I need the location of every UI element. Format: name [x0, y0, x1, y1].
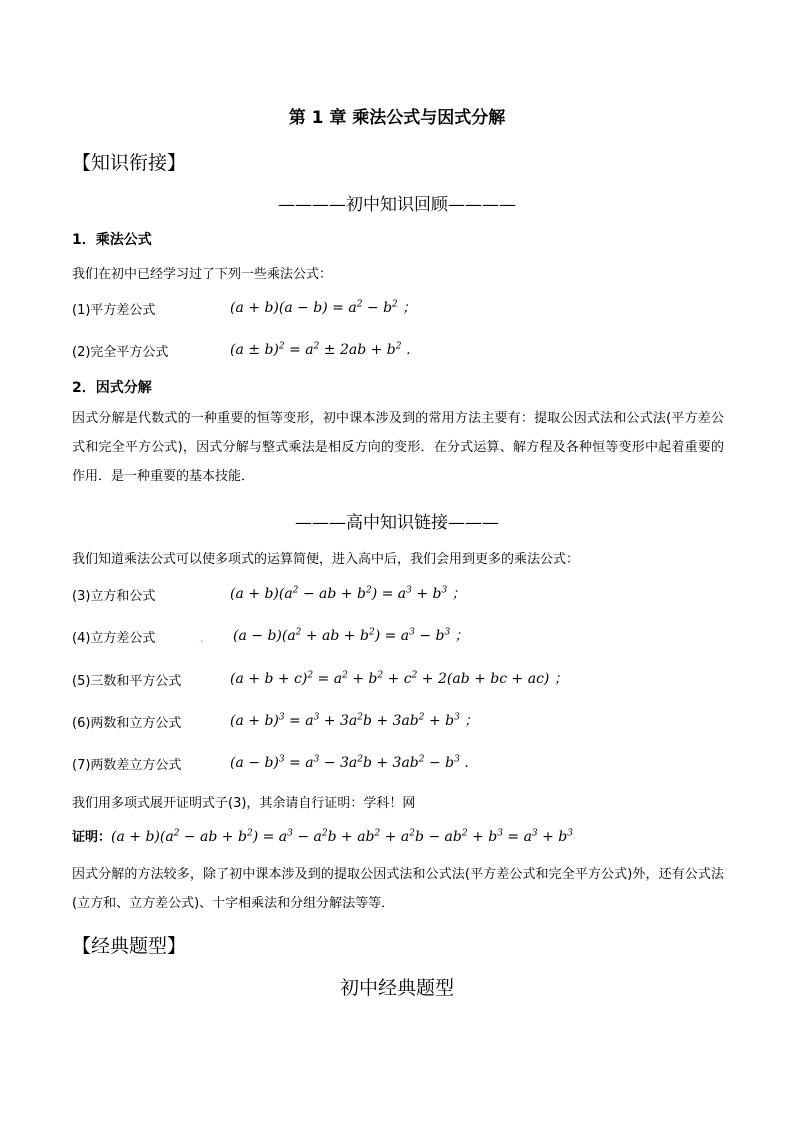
section-heading-examples: 【经典题型】: [72, 935, 187, 957]
formula-expr-4: $(a - b)(a^2$ + ab + $b^2) = a^3 - b^3$ ；: [233, 627, 469, 644]
page-title: 第 1 章 乘法公式与因式分解: [288, 108, 506, 128]
paragraph-methods: 因式分解的方法较多，除了初中课本涉及到的提取公因式法和公式法(平方差公式和完全平方公式)外，还有公式法(立方和、立方差公式)、十字相乘法和分组分解法等等．: [72, 867, 724, 911]
proof-line: [72, 826, 573, 845]
paragraph-proof-intro: 我们用多项式展开证明式子(3)，其余请自行证明：学科！网: [72, 796, 416, 811]
intro-paragraph: 我们在初中已经学习过了下列一些乘法公式：: [72, 267, 333, 282]
formula-label-3: (3)立方和公式: [72, 589, 156, 604]
separator-junior-review: ————初中知识回顾————: [278, 195, 516, 215]
paragraph-senior-intro: 我们知道乘法公式可以使多项式的运算简便，进入高中后，我们会用到更多的乘法公式：: [72, 552, 580, 567]
proof-label: 证明：: [72, 830, 112, 845]
formula-expr-3: $(a + b)(a^2$ − ab + $b^2) = a^3 + b^3$ ；: [230, 585, 466, 602]
heading-factorization: 2．因式分解: [72, 380, 152, 396]
formula-label-2: (2)完全平方公式: [72, 345, 169, 360]
formula-expr-6: $(a + b)^3 = a^3 + 3a^2b + 3ab^2 + b^3$ ；: [230, 712, 479, 729]
formula-label-5: (5)三数和平方公式: [72, 674, 182, 689]
formula-label-4: (4)立方差公式: [72, 631, 156, 646]
formula-label-6: (6)两数和立方公式: [72, 716, 182, 731]
paragraph-factorization: 因式分解是代数式的一种重要的恒等变形，初中课本涉及到的常用方法主要有：提取公因式法和公式法(平方差公式和完全平方公式)，因式分解与整式乘法是相反方向的变形．在分式运算、解方程及各种恒等变形中起着重要的作用．是一种重要的基本技能．: [72, 411, 724, 484]
proof-expression: $(a + b)(a^2$ − ab + $b^2) = a^3 - a^2b + ab^2 + a^2b - ab^2 + b^3 = a^3 + b^3$: [111, 828, 573, 845]
subheading-junior-examples: 初中经典题型: [339, 977, 454, 999]
formula-expr-7: $(a - b)^3 = a^3 - 3a^2b + 3ab^2 - b^3$ ．: [230, 754, 479, 771]
formula-expr-1: $(a + b)(a - b) = a^2 - b^2$ ；: [230, 299, 417, 316]
separator-senior-link: ———高中知识链接———: [295, 513, 499, 533]
stray-dot: .: [200, 632, 204, 645]
formula-label-1: (1)平方差公式: [72, 303, 156, 318]
heading-multiplication-formulas: 1．乘法公式: [72, 232, 152, 248]
section-heading-knowledge: 【知识衔接】: [72, 152, 187, 174]
formula-expr-2: $(a \pm b)^2 = a^2 \pm 2ab + b^2$ ．: [230, 341, 420, 358]
formula-label-7: (7)两数差立方公式: [72, 758, 182, 773]
formula-expr-5: $(a + b + c)^2 = a^2 + b^2 + c^2 + 2(ab$ + bc + ac) ；: [230, 670, 568, 687]
